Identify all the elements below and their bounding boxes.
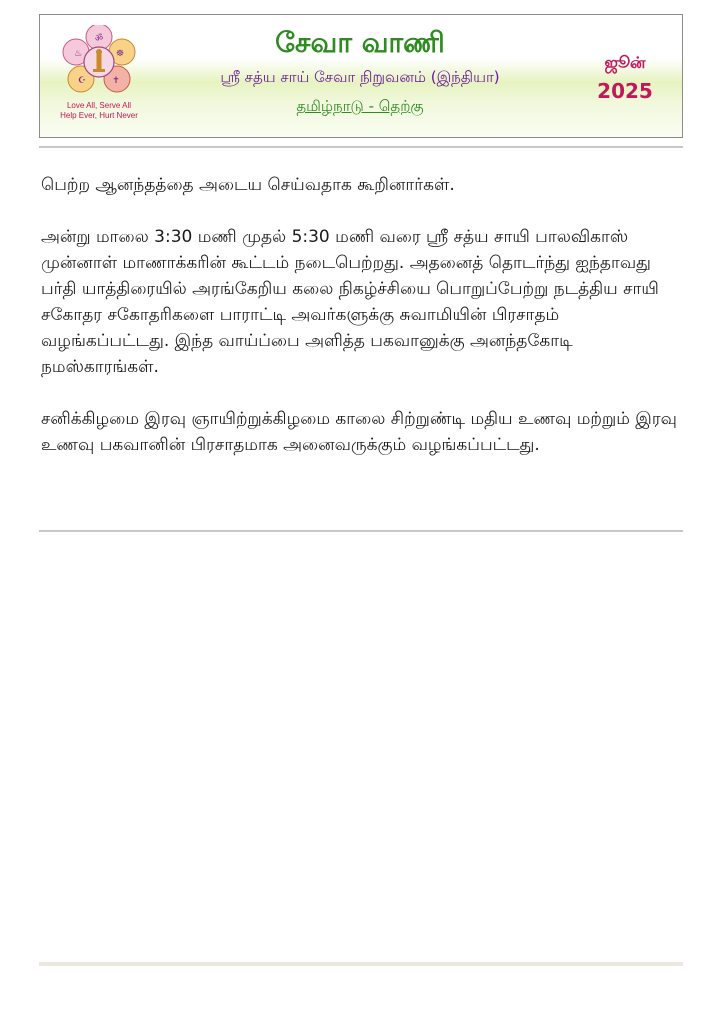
dharma-wheel-icon: ☸ xyxy=(115,49,125,59)
cross-icon: ✝ xyxy=(112,76,120,86)
organization-name: ஸ்ரீ சத்ய சாய் சேவா நிறுவனம் (இந்தியா) xyxy=(220,68,500,86)
region-name: தமிழ்நாடு - தெற்கு xyxy=(296,97,424,115)
content-divider xyxy=(39,530,683,532)
tagline-line-2: Help Ever, Hurt Never xyxy=(60,111,138,120)
issue-year: 2025 xyxy=(597,79,653,103)
newsletter-title: சேவா வாணி xyxy=(275,26,445,59)
sarva-dharma-logo-icon xyxy=(62,25,136,99)
paragraph: சனிக்கிழமை இரவு ஞாயிற்றுக்கிழமை காலை சிற்றுண்டி மதிய உணவு மற்றும் இரவு உணவு பகவானின் பிரசாதமாக அனைவருக்கும் வழங்கப்பட்டது. xyxy=(41,409,677,455)
fire-icon: ♨ xyxy=(73,49,83,59)
paragraph: பெற்ற ஆனந்தத்தை அடைய செய்வதாக கூறினார்கள். xyxy=(41,175,455,195)
crescent-star-icon: ☪ xyxy=(77,76,87,86)
issue-month: ஜூன் xyxy=(604,53,646,72)
logo-tagline xyxy=(54,101,144,121)
paragraph: அன்று மாலை 3:30 மணி முதல் 5:30 மணி வரை ஸ்ரீ சத்ய சாயி பாலவிகாஸ் முன்னாள் மாணாக்கரின் கூட்டம் நடைபெற்றது. அதனைத் தொடர்ந்து ஐந்தாவது பர்தி யாத்திரையில் அரங்கேறிய கலை நிகழ்ச்சியை பொறுப்பேற்று நடத்திய சாயி சகோதர சகோதரிகளை பாராட்டி அவர்களுக்கு சுவாமியின் பிரசாதம் வழங்கப்பட்டது. இந்த வாய்ப்பை அளித்த பகவானுக்கு அனந்தகோடி நமஸ்காரங்கள். xyxy=(41,227,659,377)
header-divider xyxy=(39,146,683,148)
footer-divider xyxy=(39,962,683,966)
newsletter-header xyxy=(39,14,683,138)
om-icon: ॐ xyxy=(94,34,104,44)
article-body xyxy=(41,172,681,484)
tagline-line-1: Love All, Serve All xyxy=(66,101,132,110)
